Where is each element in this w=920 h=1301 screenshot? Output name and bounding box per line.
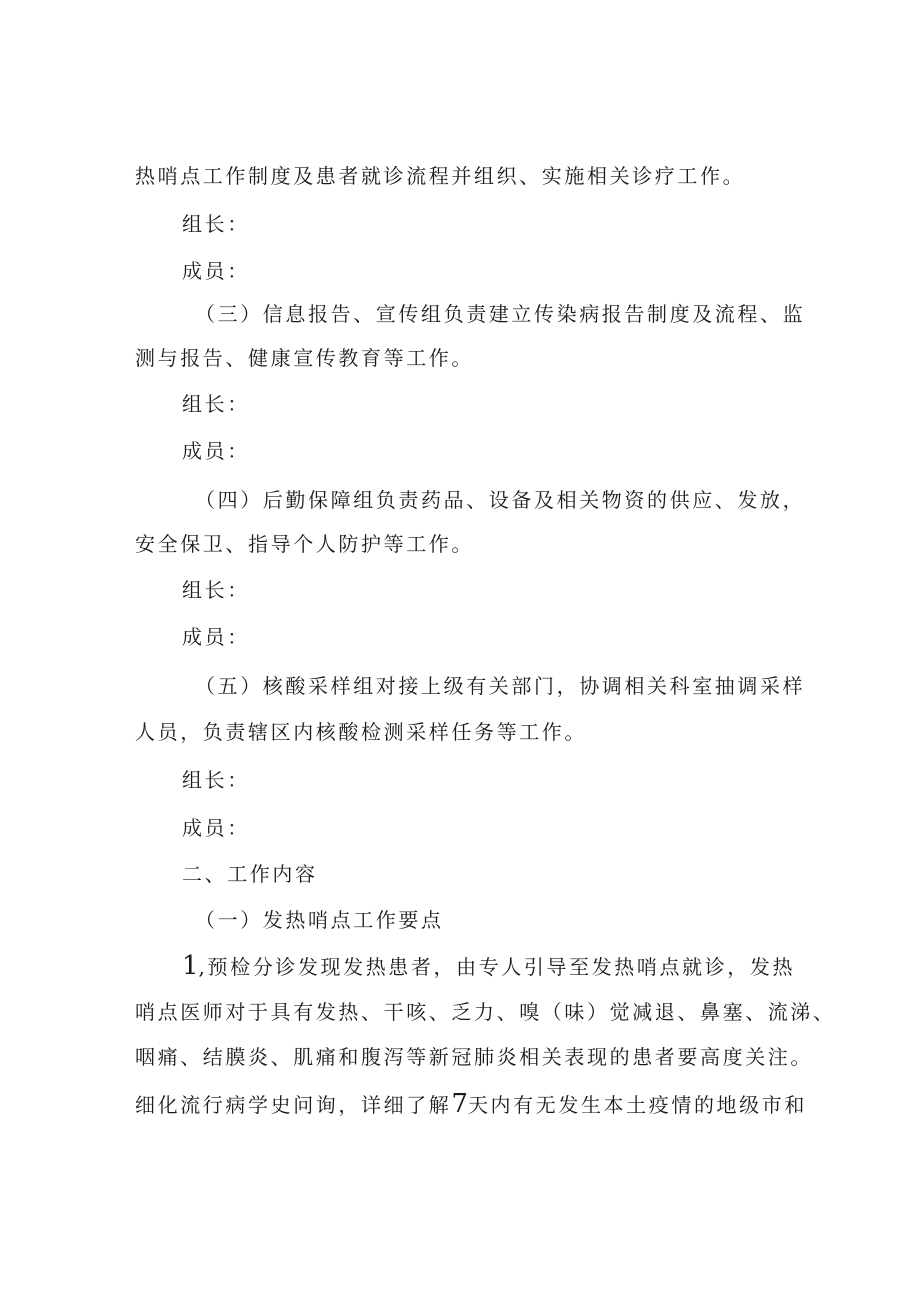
section-heading-4: （四）后勤保障组负责药品、设备及相关物资的供应、发放， [195,488,806,512]
paragraph-line: 测与报告、健康宣传教育等工作。 [135,346,474,370]
paragraph-line: 咽痛、结膜炎、肌痛和腹泻等新冠肺炎相关表现的患者要高度关注。 [135,1045,813,1069]
team-leader-label: 组长： [182,768,250,792]
team-leader-label: 组长： [182,578,250,602]
paragraph-line: 安全保卫、指导个人防护等工作。 [135,532,474,556]
section-heading-5: （五）核酸采样组对接上级有关部门，协调相关科室抽调采样 [195,674,806,698]
paragraph-line [0,1090,920,1119]
team-members-label: 成员： [182,259,250,283]
line-text: 天内有无发生本土疫情的地级市和 [467,1093,807,1117]
paragraph-line: 哨点医师对于具有发热、干咳、乏力、嗅（味）觉减退、鼻塞、流涕、 [135,1000,836,1024]
section-heading-3: （三）信息报告、宣传组负责建立传染病报告制度及流程、监 [195,302,806,326]
team-leader-label: 组长： [182,392,250,416]
list-item-number: 1 [182,951,199,981]
team-members-label: 成员： [182,816,250,840]
team-members-label: 成员： [182,625,250,649]
subsection-heading: （一）发热哨点工作要点 [195,908,444,932]
paragraph-line: 人员，负责辖区内核酸检测采样任务等工作。 [135,720,587,744]
inline-number: 7 [451,1089,468,1119]
list-item-text: ,预检分诊发现发热患者，由专人引导至发热哨点就诊，发热 [198,955,796,979]
paragraph-line: 热哨点工作制度及患者就诊流程并组织、实施相关诊疗工作。 [135,164,746,188]
team-members-label: 成员： [182,439,250,463]
line-text: 细化流行病学史问询，详细了解 [135,1093,452,1117]
team-leader-label: 组长： [182,212,250,236]
list-item-1 [0,952,920,981]
chapter-heading: 二、工作内容 [182,862,318,886]
